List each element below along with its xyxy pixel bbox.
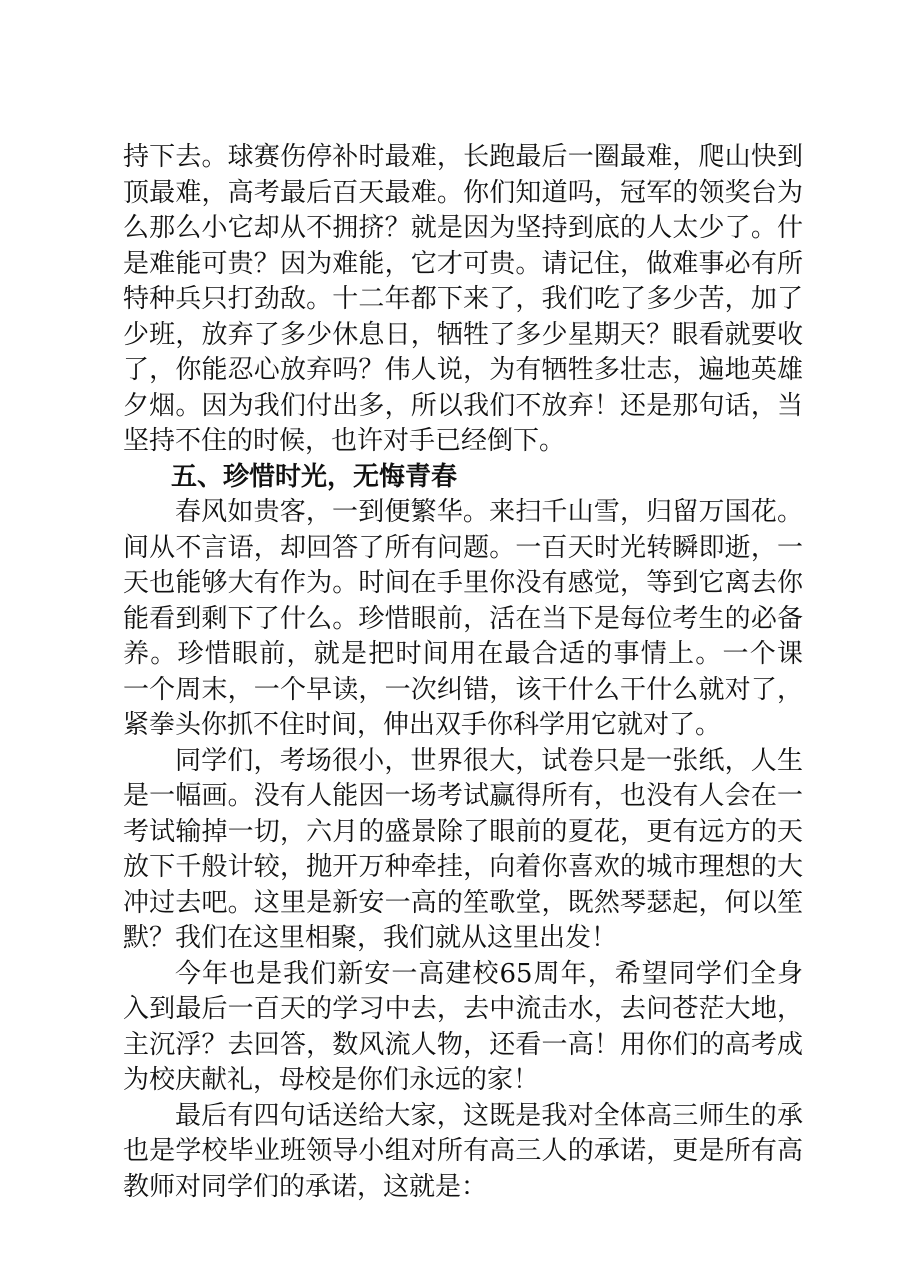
text-line: 为校庆献礼，母校是你们永远的家！ [123,1065,540,1095]
text-line: 一个周末，一个早读，一次纠错，该干什么干什么就对了， [123,674,803,705]
body-paragraph [123,140,803,460]
text-line: 夕烟。因为我们付出多，所以我们不放弃！还是那句话，当 [123,390,803,421]
text-line: 放下千般计较，抛开万种牵挂，向着你喜欢的城市理想的大 [123,852,803,882]
text-line: 考试输掉一切，六月的盛景除了眼前的夏花，更有远方的天 [123,816,803,847]
text-line: 顶最难，高考最后百天最难。你们知道吗，冠军的领奖台为 [123,177,803,208]
body-paragraph [123,744,803,957]
heading-text: 五、珍惜时光，无悔青春 [171,461,458,492]
text-line: 是难能可贵？因为难能，它才可贵。请记住，做难事必有所 [123,248,803,279]
text-line: 坚持不住的时候，也许对手已经倒下。 [123,426,566,456]
text-line: 同学们，考场很小，世界很大，试卷只是一张纸，人生 [175,745,803,776]
text-line: 最后有四句话送给大家，这既是我对全体高三师生的承 [175,1100,803,1131]
text-line: 教师对同学们的承诺，这就是： [123,1171,488,1202]
text-line: 养。珍惜眼前，就是把时间用在最合适的事情上。一个课 [123,639,803,669]
text-line: 能看到剩下了什么。珍惜眼前，活在当下是每位考生的必备 [123,603,803,634]
text-line: 也是学校毕业班领导小组对所有高三人的承诺，更是所有高 [123,1136,803,1166]
text-line: 主沉浮？去回答，数风流人物，还看一高！用你们的高考成 [123,1029,803,1060]
body-paragraph [123,1099,803,1206]
text-line: 么那么小它却从不拥挤？就是因为坚持到底的人太少了。什 [123,213,803,243]
text-line: 是一幅画。没有人能因一场考试赢得所有，也没有人会在一 [123,781,803,811]
text-line: 春风如贵客，一到便繁华。来扫千山雪，归留万国花。 [175,497,803,527]
section-heading [123,460,803,496]
text-line: 入到最后一百天的学习中去，去中流击水，去问苍茫大地， [123,994,803,1024]
text-line: 默？我们在这里相聚，我们就从这里出发！ [123,923,618,953]
text-line: 持下去。球赛伤停补时最难，长跑最后一圈最难，爬山快到 [123,142,803,172]
body-paragraph [123,957,803,1099]
text-line: 特种兵只打劲敌。十二年都下来了，我们吃了多少苦，加了 [123,284,803,314]
text-line: 少班，放弃了多少休息日，牺牲了多少星期天？眼看就要收 [123,319,803,350]
text-line: 今年也是我们新安一高建校65周年，希望同学们全身 [175,958,803,989]
document-page [123,140,803,1205]
text-line: 紧拳头你抓不住时间，伸出双手你科学用它就对了。 [123,710,722,740]
body-paragraph [123,495,803,744]
text-line: 了，你能忍心放弃吗？伟人说，为有牺牲多壮志，遍地英雄 [123,355,803,385]
text-line: 间从不言语，却回答了所有问题。一百天时光转瞬即逝，一 [123,532,803,563]
text-line: 天也能够大有作为。时间在手里你没有感觉，等到它离去你 [123,568,803,598]
text-line: 冲过去吧。这里是新安一高的笙歌堂，既然琴瑟起，何以笙 [123,887,803,918]
